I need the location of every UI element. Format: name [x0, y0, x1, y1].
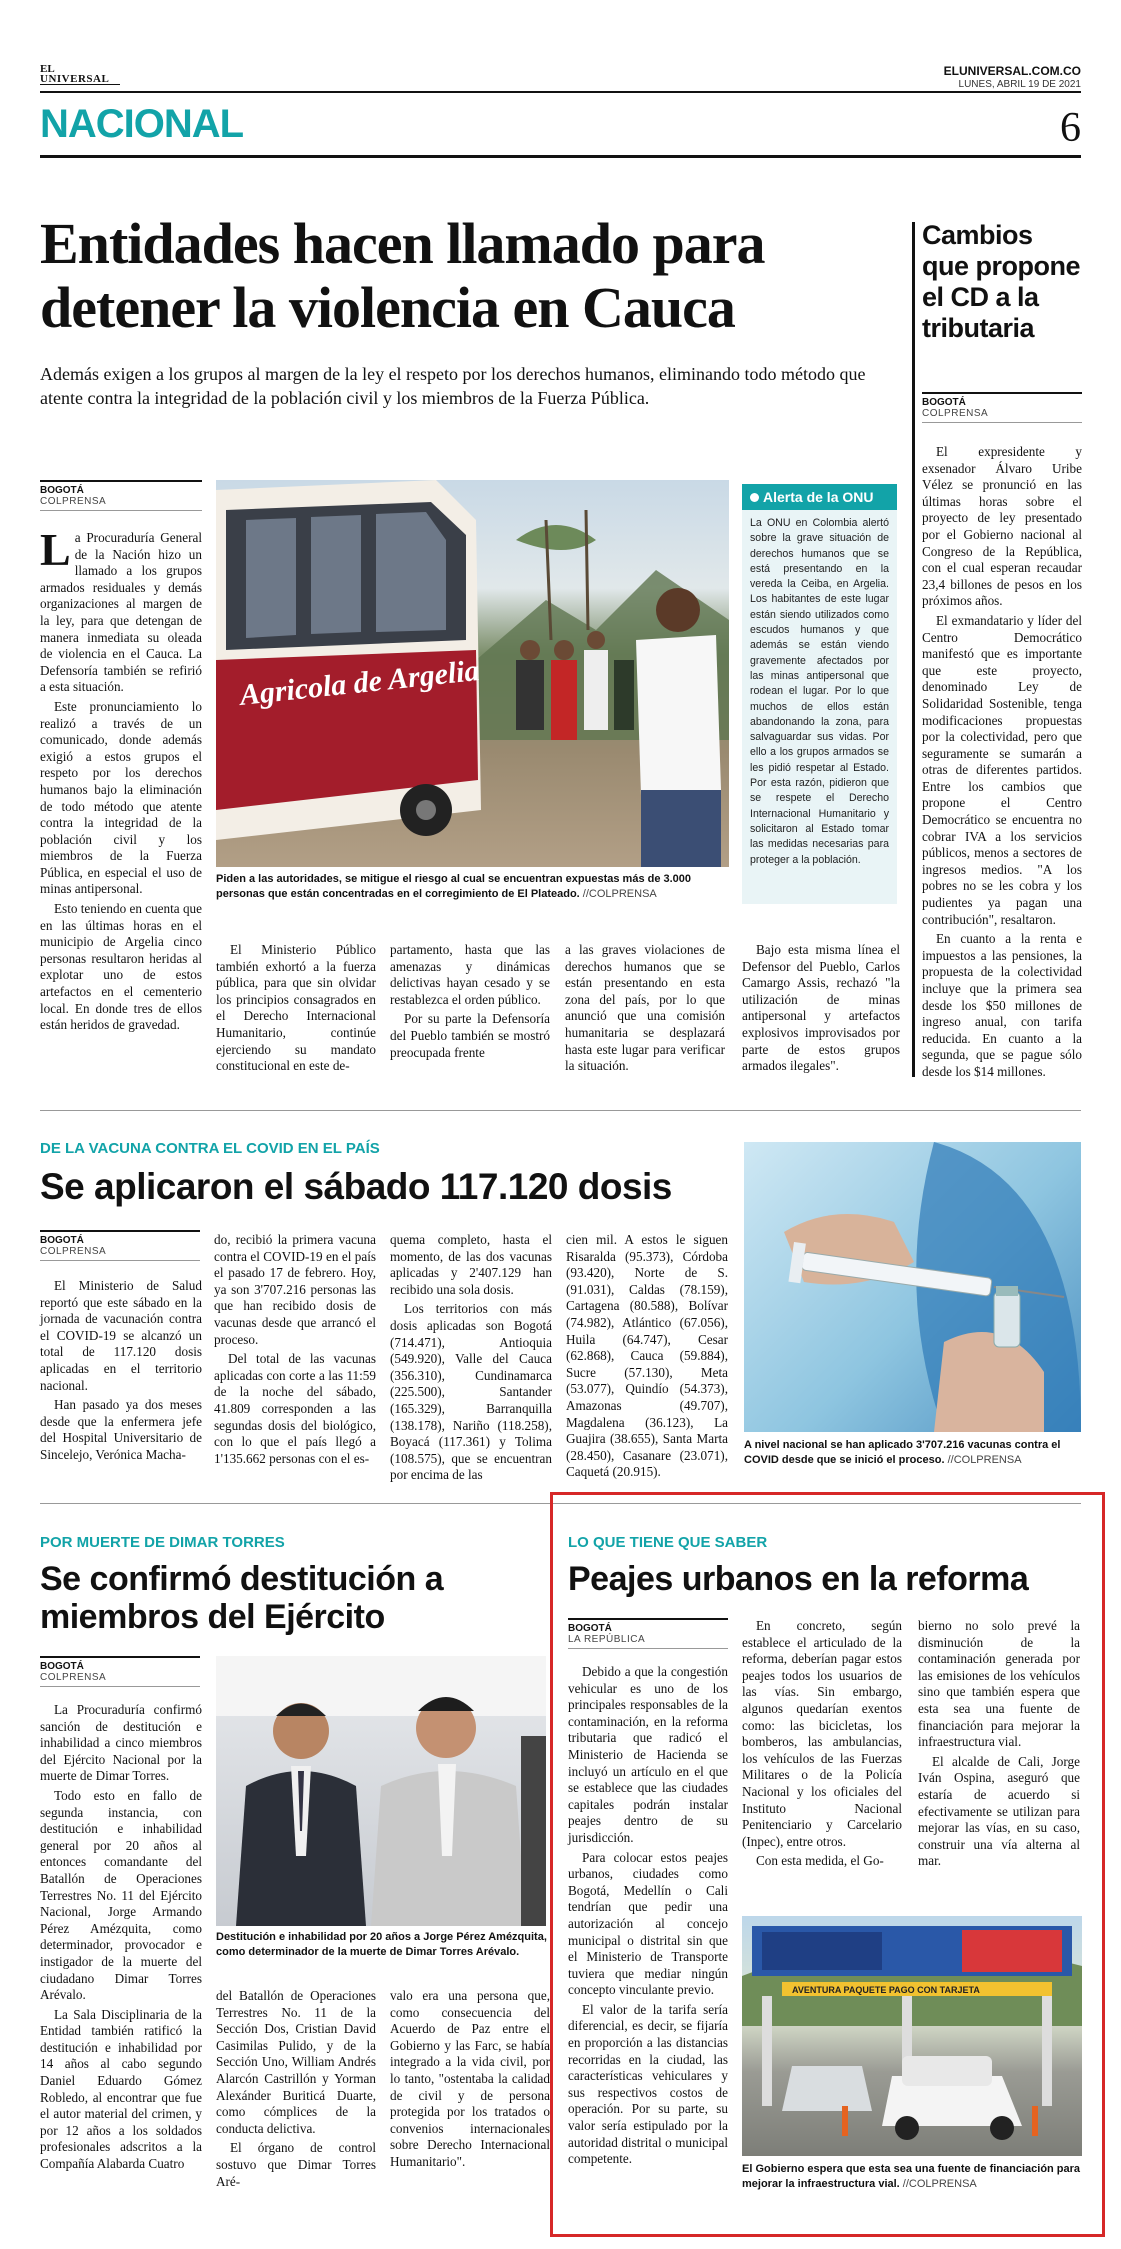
onu-sidebar-text: La ONU en Colombia alertó sobre la grave situación de derechos humanos que se está presentando en la vereda la Ceiba, en Argelia. Los habitantes de este lugar están siendo utilizados como escudos humanos y que además se están viendo gravemente afectados por las minas antipersonal que rodean el lugar. Por lo que muchos de ellos están abandonando la zona, para salvaguardar sus vidas. Por ello a los grupos armados se les pidió respetar al Estado. Por esta razón, pidieron que se respete el Derecho Internacional Humanitario y solicitaron al Estado tomar las medidas necesarias para proteger a la población. — [750, 517, 889, 866]
page-number: 6 — [1060, 105, 1081, 151]
rail-p1: El expresidente y exsenador Álvaro Uribe Vélez se pronunció en las últimas horas sobre el proyecto de ley presentado por el Gobierno nacional al Congreso de la República, con el cual esperan recaudar 23,4 billones de pesos en los próximos años. — [922, 444, 1082, 609]
vac-caption-text: A nivel nacional se han aplicado 3'707.216 vacunas contra el COVID desde que se inició el proceso. — [744, 1439, 1061, 1466]
peajes-col1-p3: El valor de la tarifa sería diferencial, es decir, se fijaría en proporción a las distancias recorridas en la ciudad, las características vehiculares y sus respectivos costos de operación. Por su parte, su valor sería estipulado por la autoridad distrital o municipal competente. — [568, 2001, 728, 2167]
peajes-col1-p2: Para colocar estos peajes urbanos, ciudades como Bogotá, Medellín o Cali tendrían que pedir una autorización al concejo municipal o distrital sin que el Ministerio de Transporte tuviera que mediar ningún concepto vinculante previo. — [568, 1849, 728, 1998]
peajes-byline-city: BOGOTÁ — [568, 1623, 612, 1634]
vac-col1-p1: El Ministerio de Salud reportó que este sábado en la jornada de vacunación contra el COVID-19 se alcanzó un total de 117.120 dosis aplicadas en el territorio nacional. — [40, 1278, 202, 1393]
onu-title-text: Alerta de la ONU — [763, 489, 874, 505]
main-col3 — [390, 942, 550, 1064]
peajes-col2-p2: Con esta medida, el Go- — [756, 1853, 884, 1869]
rail-byline-agency: COLPRENSA — [922, 408, 1082, 423]
rail-byline-city: BOGOTÁ — [922, 397, 966, 408]
vac-col3-p1: quema completo, hasta el momento, de las dos vacunas aplicadas y 2'407.129 han recibido una sola dosis. — [390, 1232, 552, 1297]
rail-p3: En cuanto a la renta e impuestos a las pensiones, la propuesta de la colectividad incluye que la primera sea desde los $50 millones de ingreso anual, con tarifa reducida. En cuanto a la segunda, que se pague sólo desde los $14 millones. — [922, 931, 1082, 1079]
vaccine-kicker: DE LA VACUNA CONTRA EL COVID EN EL PAÍS — [40, 1140, 380, 1157]
toll-scene — [742, 1916, 1082, 2156]
right-rail-byline — [922, 392, 1082, 423]
onu-sidebar-title — [742, 484, 897, 510]
main-col5 — [742, 942, 900, 1078]
main-col3-p2: Por su parte la Defensoría del Pueblo también se mostró preocupada frente — [390, 1011, 550, 1060]
dimar-col1-p1: La Procuraduría confirmó sanción de destitución e inhabilidad a cinco miembros del Ejército Nacional por la muerte de Dimar Torres. — [40, 1702, 202, 1784]
peajes-col3 — [918, 1618, 1080, 1873]
main-byline — [40, 480, 202, 511]
dimar-byline-city: BOGOTÁ — [40, 1661, 84, 1672]
peajes-photo-caption — [742, 2162, 1082, 2192]
bus — [216, 480, 481, 840]
onu-sidebar — [742, 484, 897, 904]
dimar-col2 — [216, 1988, 376, 2193]
main-col1 — [40, 524, 202, 1037]
officials-scene — [216, 1656, 546, 1926]
dimar-byline — [40, 1656, 200, 1687]
main-col1-p1: a Procuraduría General de la Nación hizo un llamado a los grupos armados residuales y demás organizaciones al margen de la ley, para que detengan de manera inmediata su oleada de violencia en el Cauca. La Defensoría también se refirió a esta situación. — [40, 530, 202, 695]
main-col5-p1: Bajo esta misma línea el Defensor del Pueblo, Carlos Camargo Assis, rechazó "la utilización de minas antipersonal y artefactos explosivos improvisados por parte de estos grupos armados ilegales". — [742, 942, 900, 1074]
dimar-photo-caption: Destitución e inhabilidad por 20 años a Jorge Pérez Amézquita, como determinador de la muerte de Dimar Torres Arévalo. — [216, 1931, 547, 1958]
rail-p2: El exmandatario y líder del Centro Democrático manifestó que es importante que este proyecto, denominado Ley de Solidaridad Sostenible, tenga modificaciones propuestas por la colectividad, pero que seguramente se sumarán a otras de diferentes partidos. Entre los cambios que propone el Centro Democrático se encuentra no cobrar IVA a los servicios públicos, menos a sectores de ingresos medios. "A los pobres no se les cobra y los pudientes ya pagan una contribución", resaltaron. — [922, 612, 1082, 927]
dimar-col1-p2: Todo esto en fallo de segunda instancia, con destitución e inhabilidad general por 20 años al entonces comandante del Batallón de Operaciones Terrestres No. 11 del Ejército Nacional, Jorge Armando Pérez Amézquita, como determinador, provocador e instigador de la muerte del ciudadano Dimar Torres Arévalo. — [40, 1787, 202, 2003]
vac-col4-p1: cien mil. A estos le siguen Risaralda (95.373), Córdoba (93.420), Norte de S. (91.031), Caldas (78.159), Cartagena (80.588), Bolívar (74.982), Atlántico (67.056), Huila (64.747), Cesar (62.868), Cauca (59.884), Sucre (57.130), Meta (53.077), Quindío (54.373), Amazonas (49.707), Magdalena (36.123), La Guajira (38.655), Santa Marta (28.450), Casanare (23.071), Caquetá (20.915). — [566, 1232, 728, 1480]
vac-col2-p1: do, recibió la primera vacuna contra el COVID-19 en el país el pasado 17 de febrero. Hoy, ya son 3'707.216 personas las que han recibido dosis de vacunas desde que arrancó el proceso. — [214, 1232, 376, 1347]
dropcap: L — [40, 524, 71, 575]
peajes-col3-p2: El alcalde de Cali, Jorge Iván Ospina, aseguró que estaría de acuerdo si efectivamente se utilizan para mejorar las vías, en su caso, construir una vía alterna al mar. — [918, 1753, 1080, 1869]
bus-text: Agricola de Argelia — [238, 653, 481, 712]
vaccine-col2 — [214, 1232, 376, 1470]
protest-scene — [216, 480, 729, 867]
vaccine-col4 — [566, 1232, 728, 1484]
dimar-col3-p1: valo era una persona que, como consecuencia del Acuerdo de Paz entre el Gobierno y las Farc, se había integrado a la vida civil, por lo tanto, "ostentaba la calidad de civil y de persona protegida por los tratados o convenios internacionales sobre Derecho Internacional Humanitario". — [390, 1988, 550, 2169]
section-title: NACIONAL — [40, 102, 244, 146]
vac-col2-p2: Del total de las vacunas aplicadas con corte a las 11:59 de la noche del sábado, 41.809 corresponden a las segundas dosis del biológico, con lo que el país llegó a 1'135.662 personas con el es- — [214, 1351, 376, 1466]
vac-col1-p2: Han pasado ya dos meses desde que la enfermera jefe del Hospital Universitario de Sincelejo, Verónica Macha- — [40, 1397, 202, 1462]
peajes-caption-credit: //COLPRENSA — [902, 2178, 977, 2190]
vaccine-photo-caption — [744, 1438, 1081, 1468]
main-col2 — [216, 942, 376, 1078]
dimar-col1-p3: La Sala Disciplinaria de la Entidad también ratificó la destitución e inhabilidad por 14 años al cabo segundo Daniel Eduardo Gómez Robledo, al encontrar que fue el autor material del crimen, y por 12 años a los soldados profesionales adscritos a la Compañía Alabarda Cuatro — [40, 2006, 202, 2172]
syringe-scene — [744, 1142, 1081, 1432]
vaccine-col1 — [40, 1278, 202, 1467]
main-deck: Además exigen a los grupos al margen de la ley el respeto por los derechos humanos, eliminando todo método que atente contra la integridad de la población civil y los miembros de la Fuerza Pública. — [40, 364, 866, 408]
onu-dot-icon — [750, 493, 759, 502]
masthead-rule — [40, 91, 1081, 93]
dimar-photo — [216, 1656, 546, 1926]
right-rail-headline: Cambios que propone el CD a la tributaria — [922, 220, 1080, 343]
peajes-headline: Peajes urbanos en la reforma — [568, 1560, 1029, 1598]
dimar-kicker: POR MUERTE DE DIMAR TORRES — [40, 1534, 285, 1551]
main-col2-p1: El Ministerio Público también exhortó a la fuerza pública, para que sin olvidar los principios consagrados en el Derecho Internacional Humanitario, continúe ejerciendo su mandato constitucional en este de- — [216, 942, 376, 1074]
main-col1-p2: Este pronunciamiento lo realizó a través de un comunicado, donde además exigió a estos grupos el respeto por los derechos humanos bajo la eliminación de todo método que atente contra la integridad de la población civil y los miembros de la Fuerza Pública, en especial el uso de minas antipersonal. — [40, 698, 202, 897]
vaccine-col3 — [390, 1232, 552, 1487]
dimar-byline-agency: COLPRENSA — [40, 1672, 200, 1687]
section-rule — [40, 155, 1081, 158]
man-right — [371, 1697, 526, 1926]
logo-top: EL — [40, 63, 55, 75]
masthead-site: ELUNIVERSAL.COM.CO — [943, 64, 1081, 78]
dimar-col2-p2: El órgano de control sostuvo que Dimar Torres Aré- — [216, 2140, 376, 2189]
vac-caption-credit: //COLPRENSA — [947, 1454, 1022, 1466]
peajes-byline-agency: LA REPÚBLICA — [568, 1634, 728, 1649]
section-divider-1 — [40, 1110, 1081, 1111]
man-left — [236, 1703, 366, 1926]
peajes-caption-text: El Gobierno espera que esta sea una fuente de financiación para mejorar la infraestructura vial. — [742, 2163, 1081, 2190]
dimar-col2-p1: del Batallón de Operaciones Terrestres No. 11 de la Sección Dos, Cristian David Casimilas Pulido, y de la Sección Uno, William Andrés Alarcón Castrillón y Yorman Alexánder Buriticá Duarte, como cómplices de la conducta delictiva. — [216, 1988, 376, 2136]
main-caption-credit: //COLPRENSA — [582, 888, 657, 900]
right-rail-body — [922, 444, 1082, 1084]
vac-col3-p2: Los territorios con más dosis aplicadas son Bogotá (714.471), Antioquia (549.920), Valle del Cauca (356.310), Cundinamarca (225.500), Santander (165.329), Barranquilla (138.178), Nariño (118.258), Boyacá (117.361) y Tolima (108.575), que se encuentran por encima de las — [390, 1301, 552, 1483]
main-caption-text: Piden a las autoridades, se mitigue el riesgo al cual se encuentran expuestas más de 3.000 personas que están concentradas en el corregimiento de El Plateado. — [216, 873, 692, 900]
main-col1-p3: Esto teniendo en cuenta que en las últimas horas en el municipio de Argelia cinco personas resultaron heridas al explotar uno de estos artefactos en el cementerio local. En donde tres de ellos están heridos de gravedad. — [40, 901, 202, 1033]
peajes-kicker: LO QUE TIENE QUE SABER — [568, 1534, 768, 1551]
peajes-photo — [742, 1916, 1082, 2156]
main-col3-p1: partamento, hasta que las amenazas y dinámicas delictivas hayan cesado y se restablezca el orden público. — [390, 942, 550, 1007]
vaccine-photo — [744, 1142, 1081, 1432]
main-col4-p1: a las graves violaciones de derechos humanos que se están presentando en esta zona del país, por lo que anunció que una comisión humanitaria se desplazará hasta este lugar para verificar la situación. — [565, 942, 725, 1074]
vac-byline-city: BOGOTÁ — [40, 1235, 84, 1246]
dimar-headline: Se confirmó destitución a miembros del Ejército — [40, 1560, 444, 1636]
byline-agency: COLPRENSA — [40, 496, 202, 511]
peajes-col2-p1: En concreto, según establece el articulado de la reforma, deberían pagar estos peajes todos los usuarios de las vías. Sin embargo, algunos quedarían exentos como: las bicicletas, los bomberos, las ambulancias, los vehículos de las Fuerzas Militares o de la Policía Nacional y los oficiales del Instituto Nacional Penitenciario y Carcelario (Inpec), entre otros. — [742, 1618, 902, 1849]
peajes-col1-p1: Debido a que la congestión vehicular es uno de los principales responsables de la contaminación, en la reforma tributaria que radicó el Ministerio de Hacienda se incluyó un artículo en el que se establece que las ciudades capitales podrán instalar peajes dentro de su jurisdicción. — [568, 1664, 728, 1845]
toll-sign-text: AVENTURA PAQUETE PAGO CON TARJETA — [792, 1985, 980, 1995]
vac-byline-agency: COLPRENSA — [40, 1246, 200, 1261]
masthead-logo — [40, 64, 120, 85]
peajes-col1 — [568, 1664, 728, 2171]
vaccine-headline: Se aplicaron el sábado 117.120 dosis — [40, 1166, 672, 1207]
main-photo-caption — [216, 872, 729, 902]
masthead-date: LUNES, ABRIL 19 DE 2021 — [958, 79, 1081, 90]
main-col4 — [565, 942, 725, 1078]
main-photo — [216, 480, 729, 867]
peajes-byline — [568, 1618, 728, 1649]
dimar-col3 — [390, 1988, 550, 2174]
vaccine-byline — [40, 1230, 200, 1261]
byline-city: BOGOTÁ — [40, 485, 84, 496]
dimar-col1 — [40, 1702, 202, 2176]
main-headline: Entidades hacen llamado para detener la violencia en Cauca — [40, 211, 765, 340]
peajes-col2 — [742, 1618, 902, 1873]
peajes-col3-p1: bierno no solo prevé la disminución de la contaminación generada por las emisiones de los vehículos sino que también espera que esta sea una fuente de financiación para mejorar la infraestructura vial. — [918, 1618, 1080, 1750]
right-rail-divider — [912, 222, 915, 1077]
logo-bottom: UNIVERSAL — [40, 74, 120, 85]
